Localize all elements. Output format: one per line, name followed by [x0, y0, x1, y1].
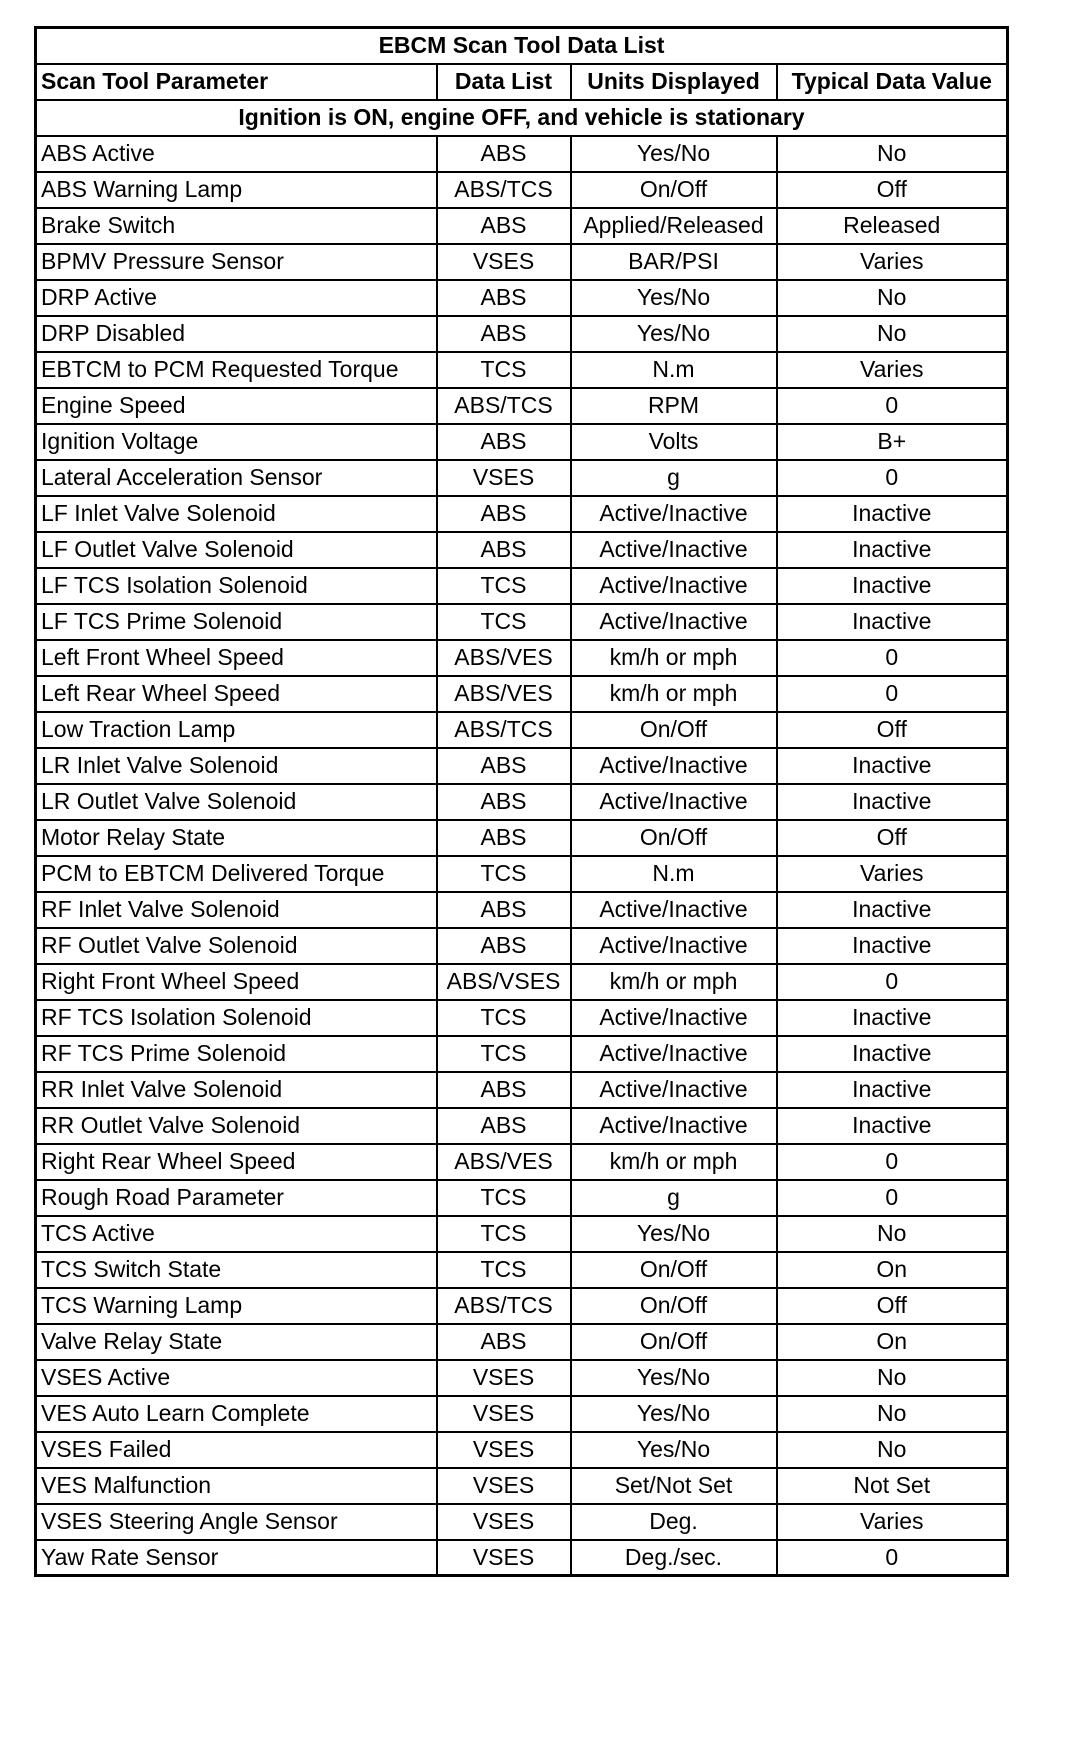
cell-data-list: VSES — [437, 460, 571, 496]
cell-typical-value: Inactive — [777, 892, 1008, 928]
cell-typical-value: No — [777, 1216, 1008, 1252]
table-row — [36, 820, 1008, 856]
cell-typical-value: 0 — [777, 388, 1008, 424]
table-row — [36, 1504, 1008, 1540]
cell-parameter: RF TCS Prime Solenoid — [36, 1036, 437, 1072]
cell-data-list: ABS — [437, 316, 571, 352]
table-row — [36, 172, 1008, 208]
table-row — [36, 316, 1008, 352]
cell-data-list: ABS/TCS — [437, 1288, 571, 1324]
cell-typical-value: Inactive — [777, 496, 1008, 532]
cell-data-list: VSES — [437, 1396, 571, 1432]
cell-data-list: ABS — [437, 892, 571, 928]
cell-units: BAR/PSI — [571, 244, 777, 280]
cell-parameter: Left Rear Wheel Speed — [36, 676, 437, 712]
cell-units: Active/Inactive — [571, 604, 777, 640]
table-row — [36, 1288, 1008, 1324]
table-row — [36, 280, 1008, 316]
cell-data-list: VSES — [437, 1360, 571, 1396]
cell-typical-value: Varies — [777, 352, 1008, 388]
table-row — [36, 1252, 1008, 1288]
cell-data-list: ABS — [437, 1108, 571, 1144]
cell-data-list: TCS — [437, 856, 571, 892]
cell-typical-value: Not Set — [777, 1468, 1008, 1504]
cell-data-list: ABS — [437, 532, 571, 568]
cell-units: Yes/No — [571, 280, 777, 316]
cell-units: On/Off — [571, 172, 777, 208]
section-row — [36, 100, 1008, 136]
header-typical-data-value: Typical Data Value — [777, 64, 1008, 100]
cell-units: Yes/No — [571, 316, 777, 352]
table-row — [36, 1468, 1008, 1504]
cell-typical-value: 0 — [777, 676, 1008, 712]
cell-data-list: TCS — [437, 1036, 571, 1072]
cell-parameter: LF Inlet Valve Solenoid — [36, 496, 437, 532]
cell-parameter: DRP Disabled — [36, 316, 437, 352]
table-row — [36, 1072, 1008, 1108]
cell-units: N.m — [571, 352, 777, 388]
cell-units: g — [571, 1180, 777, 1216]
cell-units: Active/Inactive — [571, 892, 777, 928]
table-row — [36, 460, 1008, 496]
cell-typical-value: No — [777, 136, 1008, 172]
table-row — [36, 1540, 1008, 1576]
cell-parameter: VES Auto Learn Complete — [36, 1396, 437, 1432]
cell-parameter: VSES Failed — [36, 1432, 437, 1468]
cell-parameter: Left Front Wheel Speed — [36, 640, 437, 676]
cell-typical-value: Inactive — [777, 1036, 1008, 1072]
cell-parameter: RR Inlet Valve Solenoid — [36, 1072, 437, 1108]
cell-parameter: Low Traction Lamp — [36, 712, 437, 748]
cell-parameter: DRP Active — [36, 280, 437, 316]
cell-units: Yes/No — [571, 1396, 777, 1432]
cell-units: km/h or mph — [571, 676, 777, 712]
table-row — [36, 496, 1008, 532]
cell-data-list: ABS/TCS — [437, 712, 571, 748]
cell-data-list: ABS — [437, 208, 571, 244]
cell-parameter: Right Front Wheel Speed — [36, 964, 437, 1000]
table-row — [36, 1360, 1008, 1396]
cell-data-list: ABS — [437, 424, 571, 460]
table-row — [36, 928, 1008, 964]
cell-parameter: Valve Relay State — [36, 1324, 437, 1360]
cell-units: Active/Inactive — [571, 1000, 777, 1036]
cell-units: On/Off — [571, 712, 777, 748]
cell-units: Active/Inactive — [571, 748, 777, 784]
cell-typical-value: On — [777, 1324, 1008, 1360]
table-row — [36, 712, 1008, 748]
cell-data-list: ABS/VSES — [437, 964, 571, 1000]
cell-typical-value: 0 — [777, 964, 1008, 1000]
cell-data-list: TCS — [437, 1180, 571, 1216]
cell-parameter: Right Rear Wheel Speed — [36, 1144, 437, 1180]
cell-units: Yes/No — [571, 136, 777, 172]
cell-parameter: RF Outlet Valve Solenoid — [36, 928, 437, 964]
cell-parameter: TCS Switch State — [36, 1252, 437, 1288]
cell-units: On/Off — [571, 1324, 777, 1360]
cell-data-list: VSES — [437, 1468, 571, 1504]
table-row — [36, 604, 1008, 640]
cell-units: Active/Inactive — [571, 496, 777, 532]
cell-data-list: TCS — [437, 604, 571, 640]
cell-parameter: VSES Active — [36, 1360, 437, 1396]
cell-typical-value: Varies — [777, 856, 1008, 892]
cell-typical-value: Off — [777, 712, 1008, 748]
table-row — [36, 208, 1008, 244]
cell-typical-value: Off — [777, 1288, 1008, 1324]
cell-data-list: TCS — [437, 568, 571, 604]
cell-typical-value: Inactive — [777, 568, 1008, 604]
table-row — [36, 964, 1008, 1000]
cell-parameter: RF TCS Isolation Solenoid — [36, 1000, 437, 1036]
cell-typical-value: Inactive — [777, 1072, 1008, 1108]
table-row — [36, 136, 1008, 172]
scan-tool-data-table — [34, 26, 1009, 1577]
cell-parameter: PCM to EBTCM Delivered Torque — [36, 856, 437, 892]
cell-typical-value: Off — [777, 172, 1008, 208]
cell-data-list: ABS — [437, 784, 571, 820]
cell-typical-value: Inactive — [777, 532, 1008, 568]
cell-data-list: ABS — [437, 1324, 571, 1360]
table-row — [36, 568, 1008, 604]
cell-parameter: RR Outlet Valve Solenoid — [36, 1108, 437, 1144]
header-scan-tool-parameter: Scan Tool Parameter — [36, 64, 437, 100]
cell-typical-value: Off — [777, 820, 1008, 856]
table-title: EBCM Scan Tool Data List — [36, 28, 1008, 64]
cell-typical-value: Varies — [777, 1504, 1008, 1540]
cell-typical-value: No — [777, 1360, 1008, 1396]
table-body — [36, 136, 1008, 1576]
table-row — [36, 1144, 1008, 1180]
cell-data-list: ABS/VES — [437, 640, 571, 676]
cell-data-list: TCS — [437, 1216, 571, 1252]
cell-units: Applied/Released — [571, 208, 777, 244]
cell-parameter: ABS Warning Lamp — [36, 172, 437, 208]
cell-units: Active/Inactive — [571, 928, 777, 964]
table-row — [36, 532, 1008, 568]
column-header-row — [36, 64, 1008, 100]
table-row — [36, 1324, 1008, 1360]
cell-units: Active/Inactive — [571, 532, 777, 568]
cell-typical-value: Varies — [777, 244, 1008, 280]
table-row — [36, 748, 1008, 784]
cell-typical-value: 0 — [777, 1180, 1008, 1216]
table-row — [36, 1180, 1008, 1216]
cell-data-list: VSES — [437, 244, 571, 280]
cell-typical-value: Inactive — [777, 1000, 1008, 1036]
cell-parameter: Brake Switch — [36, 208, 437, 244]
cell-typical-value: B+ — [777, 424, 1008, 460]
cell-typical-value: No — [777, 1432, 1008, 1468]
cell-parameter: Ignition Voltage — [36, 424, 437, 460]
cell-typical-value: 0 — [777, 640, 1008, 676]
cell-units: On/Off — [571, 1288, 777, 1324]
cell-data-list: ABS/TCS — [437, 388, 571, 424]
cell-units: Active/Inactive — [571, 1108, 777, 1144]
cell-units: Volts — [571, 424, 777, 460]
cell-parameter: VSES Steering Angle Sensor — [36, 1504, 437, 1540]
header-data-list: Data List — [437, 64, 571, 100]
cell-parameter: LR Inlet Valve Solenoid — [36, 748, 437, 784]
cell-parameter: TCS Active — [36, 1216, 437, 1252]
cell-data-list: VSES — [437, 1504, 571, 1540]
table-row — [36, 856, 1008, 892]
cell-typical-value: Inactive — [777, 1108, 1008, 1144]
table-row — [36, 784, 1008, 820]
header-units-displayed: Units Displayed — [571, 64, 777, 100]
cell-units: On/Off — [571, 1252, 777, 1288]
cell-data-list: TCS — [437, 1000, 571, 1036]
cell-data-list: VSES — [437, 1432, 571, 1468]
cell-units: Deg. — [571, 1504, 777, 1540]
table-row — [36, 388, 1008, 424]
cell-units: RPM — [571, 388, 777, 424]
cell-data-list: ABS — [437, 748, 571, 784]
cell-data-list: VSES — [437, 1540, 571, 1576]
cell-data-list: ABS — [437, 496, 571, 532]
cell-units: g — [571, 460, 777, 496]
table-row — [36, 1216, 1008, 1252]
cell-parameter: ABS Active — [36, 136, 437, 172]
cell-parameter: Yaw Rate Sensor — [36, 1540, 437, 1576]
cell-typical-value: On — [777, 1252, 1008, 1288]
cell-data-list: ABS — [437, 820, 571, 856]
cell-units: Set/Not Set — [571, 1468, 777, 1504]
cell-units: km/h or mph — [571, 640, 777, 676]
cell-units: Yes/No — [571, 1360, 777, 1396]
cell-parameter: LF Outlet Valve Solenoid — [36, 532, 437, 568]
cell-data-list: ABS — [437, 1072, 571, 1108]
cell-parameter: LF TCS Prime Solenoid — [36, 604, 437, 640]
cell-typical-value: 0 — [777, 1540, 1008, 1576]
cell-units: Yes/No — [571, 1432, 777, 1468]
table-row — [36, 244, 1008, 280]
cell-parameter: TCS Warning Lamp — [36, 1288, 437, 1324]
table-row — [36, 1432, 1008, 1468]
cell-units: N.m — [571, 856, 777, 892]
cell-units: km/h or mph — [571, 964, 777, 1000]
cell-typical-value: 0 — [777, 460, 1008, 496]
cell-typical-value: Released — [777, 208, 1008, 244]
cell-data-list: TCS — [437, 352, 571, 388]
cell-parameter: BPMV Pressure Sensor — [36, 244, 437, 280]
table-title-row — [36, 28, 1008, 64]
cell-parameter: Lateral Acceleration Sensor — [36, 460, 437, 496]
cell-data-list: TCS — [437, 1252, 571, 1288]
table-row — [36, 892, 1008, 928]
table-row — [36, 1036, 1008, 1072]
cell-units: On/Off — [571, 820, 777, 856]
cell-typical-value: 0 — [777, 1144, 1008, 1180]
table-row — [36, 1000, 1008, 1036]
cell-parameter: RF Inlet Valve Solenoid — [36, 892, 437, 928]
cell-data-list: ABS — [437, 928, 571, 964]
cell-typical-value: Inactive — [777, 784, 1008, 820]
cell-typical-value: No — [777, 280, 1008, 316]
cell-units: Active/Inactive — [571, 568, 777, 604]
cell-parameter: Rough Road Parameter — [36, 1180, 437, 1216]
cell-parameter: Motor Relay State — [36, 820, 437, 856]
cell-parameter: LR Outlet Valve Solenoid — [36, 784, 437, 820]
table-row — [36, 424, 1008, 460]
cell-typical-value: Inactive — [777, 928, 1008, 964]
cell-typical-value: No — [777, 1396, 1008, 1432]
section-label: Ignition is ON, engine OFF, and vehicle is stationary — [36, 100, 1008, 136]
table-row — [36, 1396, 1008, 1432]
cell-units: Active/Inactive — [571, 1036, 777, 1072]
cell-data-list: ABS — [437, 136, 571, 172]
cell-data-list: ABS/TCS — [437, 172, 571, 208]
cell-typical-value: Inactive — [777, 748, 1008, 784]
cell-units: Yes/No — [571, 1216, 777, 1252]
cell-typical-value: No — [777, 316, 1008, 352]
table-row — [36, 676, 1008, 712]
cell-parameter: VES Malfunction — [36, 1468, 437, 1504]
cell-units: Active/Inactive — [571, 1072, 777, 1108]
table-row — [36, 352, 1008, 388]
cell-parameter: Engine Speed — [36, 388, 437, 424]
cell-units: Deg./sec. — [571, 1540, 777, 1576]
cell-units: km/h or mph — [571, 1144, 777, 1180]
cell-parameter: LF TCS Isolation Solenoid — [36, 568, 437, 604]
table-row — [36, 640, 1008, 676]
cell-data-list: ABS/VES — [437, 676, 571, 712]
cell-parameter: EBTCM to PCM Requested Torque — [36, 352, 437, 388]
cell-typical-value: Inactive — [777, 604, 1008, 640]
cell-data-list: ABS/VES — [437, 1144, 571, 1180]
cell-data-list: ABS — [437, 280, 571, 316]
cell-units: Active/Inactive — [571, 784, 777, 820]
table-row — [36, 1108, 1008, 1144]
